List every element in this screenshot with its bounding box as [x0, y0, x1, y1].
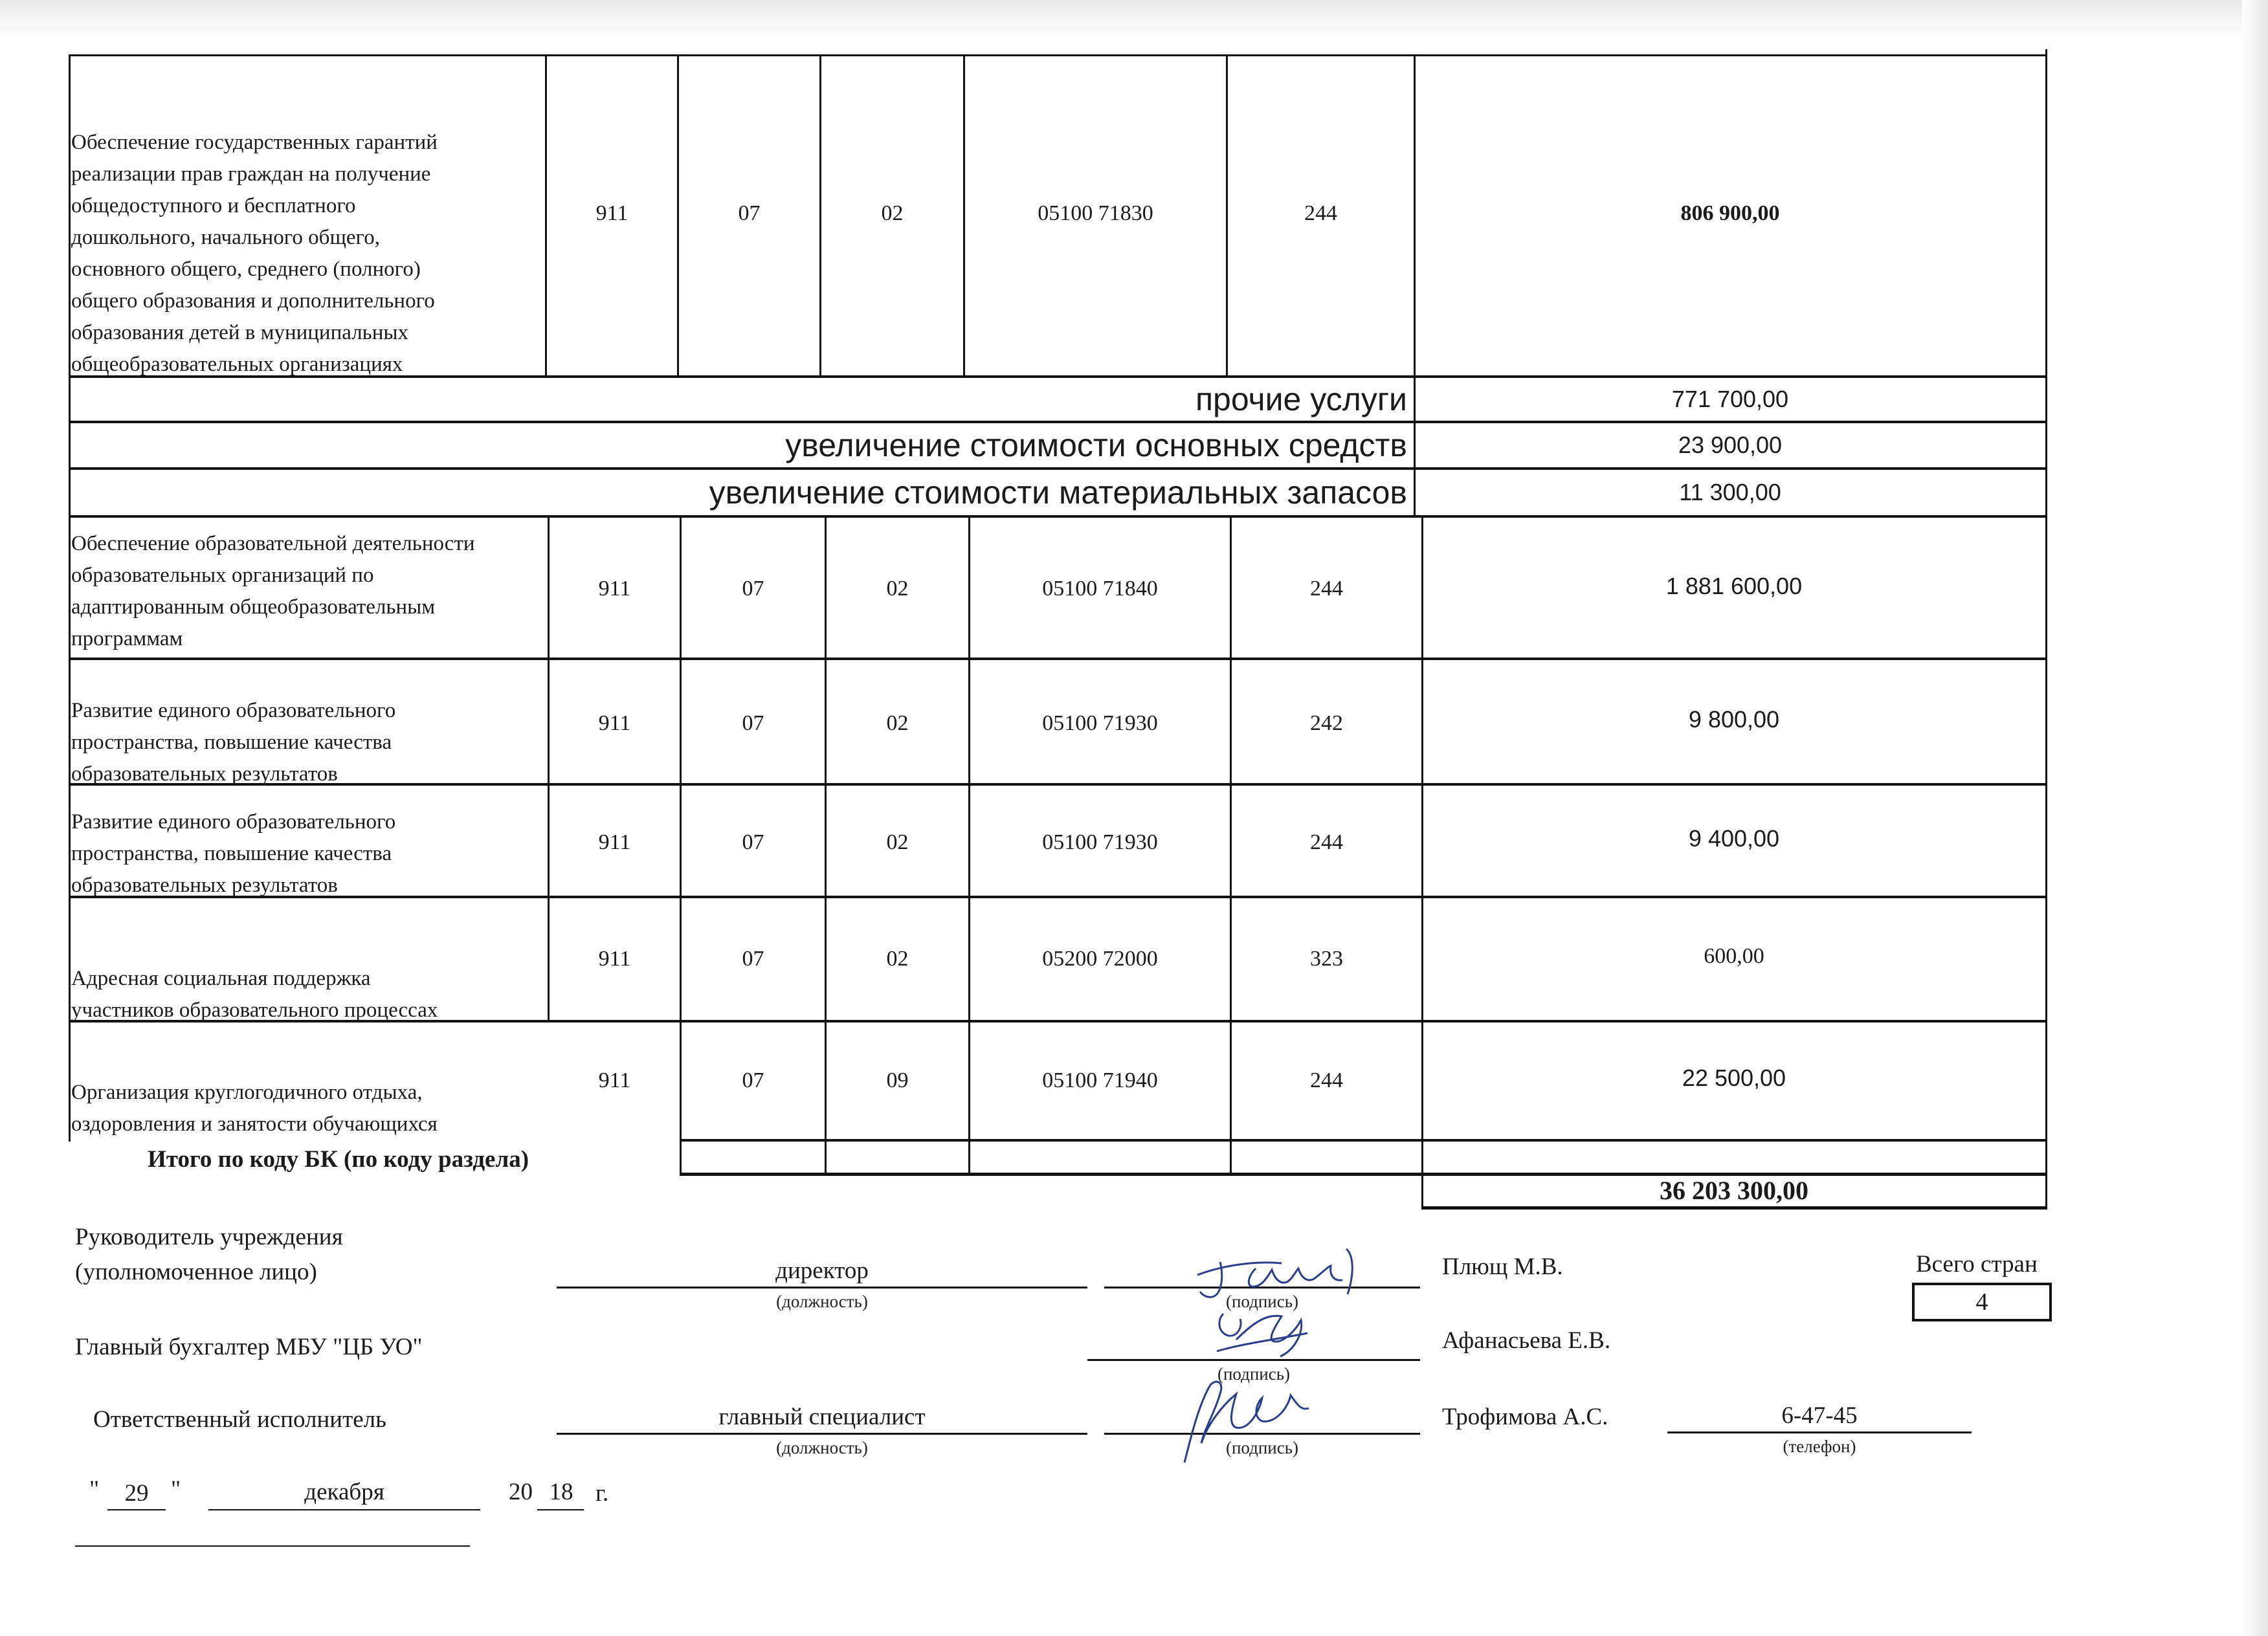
- breakdown-label: прочие услуги: [1195, 381, 1407, 417]
- position-caption: (должность): [776, 1438, 868, 1457]
- breakdown-label: увеличение стоимости материальных запасов: [709, 474, 1407, 511]
- row-description: [71, 1077, 547, 1140]
- subsection-code: 02: [886, 577, 909, 601]
- phone-caption: (телефон): [1783, 1437, 1856, 1456]
- head-name: Плющ М.В.: [1442, 1254, 1563, 1280]
- description-line: реализации прав граждан на получение: [71, 162, 431, 186]
- total-pages-box: 4: [1912, 1283, 2052, 1321]
- date-day: 29: [124, 1480, 149, 1507]
- description-line: Развитие единого образовательного: [71, 810, 396, 834]
- subsection-code: 09: [886, 1068, 909, 1092]
- signature-caption: (подпись): [1225, 1438, 1299, 1457]
- date-close-quote: ": [171, 1476, 181, 1503]
- section-code: 07: [742, 1068, 764, 1092]
- description-line: Обеспечение образовательной деятельности: [71, 532, 475, 555]
- executor-signature-drawing: [1159, 1365, 1327, 1469]
- row-description: [71, 806, 547, 901]
- breakdown-amount: 23 900,00: [1678, 432, 1783, 458]
- scan-edge-shadow: [2242, 0, 2268, 1636]
- expense-type-code: 242: [1310, 711, 1343, 735]
- description-line: Развитие единого образовательного: [71, 699, 396, 722]
- signature-caption: (подпись): [1217, 1364, 1291, 1384]
- section-code: 07: [742, 830, 764, 854]
- description-line: образовательных результатов: [71, 874, 338, 897]
- description-line: Организация круглогодичного отдыха,: [71, 1081, 423, 1104]
- signature-caption: (подпись): [1225, 1292, 1299, 1311]
- description-line: образования детей в муниципальных: [71, 321, 409, 344]
- accountant-signature-drawing: [1197, 1294, 1327, 1365]
- row-description: [71, 127, 544, 381]
- breakdown-amount: 11 300,00: [1679, 479, 1781, 505]
- date-month: декабря: [304, 1479, 384, 1505]
- date-year-prefix: 20: [509, 1479, 533, 1505]
- grbs-code: 911: [598, 577, 631, 601]
- description-line: общего образования и дополнительного: [71, 289, 435, 313]
- expense-type-code: 323: [1310, 947, 1343, 971]
- description-line: пространства, повышение качества: [71, 731, 392, 754]
- expense-type-code: 244: [1310, 577, 1343, 601]
- position-line: [557, 1433, 1087, 1435]
- total-amount: 36 203 300,00: [1660, 1176, 1808, 1205]
- description-line: основного общего, среднего (полного): [71, 258, 421, 281]
- accountant-name: Афанасьева Е.В.: [1442, 1327, 1611, 1354]
- description-line: дошкольного, начального общего,: [71, 226, 380, 249]
- bottom-line: [75, 1545, 470, 1547]
- subsection-code: 02: [881, 201, 904, 225]
- breakdown-amount: 771 700,00: [1671, 386, 1789, 412]
- amount: 1 881 600,00: [1665, 573, 1803, 599]
- target-article-code: 05100 71930: [1042, 830, 1158, 854]
- description-line: общеобразовательных организациях: [71, 353, 403, 376]
- executor-name: Трофимова А.С.: [1442, 1404, 1608, 1430]
- subsection-code: 02: [886, 711, 909, 735]
- year-underline: [537, 1509, 584, 1510]
- executor-label: Ответственный исполнитель: [93, 1406, 386, 1433]
- grbs-code: 911: [598, 711, 631, 735]
- grbs-code: 911: [598, 830, 631, 854]
- amount: 22 500,00: [1682, 1065, 1786, 1091]
- row-description: [71, 528, 547, 655]
- date-year-abbr: г.: [595, 1480, 609, 1507]
- head-label: Руководитель учреждения: [75, 1224, 343, 1250]
- date-open-quote: ": [89, 1476, 100, 1503]
- target-article-code: 05100 71840: [1042, 577, 1158, 601]
- amount: 9 400,00: [1688, 825, 1780, 852]
- description-line: пространства, повышение качества: [71, 842, 392, 865]
- subsection-code: 02: [886, 947, 909, 971]
- grbs-code: 911: [598, 947, 631, 971]
- section-code: 07: [742, 577, 764, 601]
- subsection-code: 02: [886, 830, 909, 854]
- section-code: 07: [742, 947, 764, 971]
- accountant-label: Главный бухгалтер МБУ "ЦБ УО": [75, 1334, 423, 1360]
- total-label: Итого по коду БК (по коду раздела): [148, 1146, 529, 1173]
- expense-type-code: 244: [1310, 1068, 1343, 1092]
- description-line: Адресная социальная поддержка: [71, 967, 371, 990]
- breakdown-label: увеличение стоимости основных средств: [785, 427, 1407, 463]
- description-line: программам: [71, 627, 183, 650]
- description-line: Обеспечение государственных гарантий: [71, 131, 438, 154]
- target-article-code: 05100 71930: [1042, 711, 1158, 735]
- description-line: оздоровления и занятости обучающихся: [71, 1112, 438, 1136]
- target-article-code: 05200 72000: [1042, 947, 1158, 971]
- description-line: общедоступного и бесплатного: [71, 194, 356, 217]
- month-underline: [208, 1509, 480, 1510]
- head-label-sub: (уполномоченное лицо): [75, 1259, 317, 1285]
- position-caption: (должность): [776, 1292, 868, 1311]
- expense-type-code: 244: [1304, 201, 1337, 225]
- phone-line: [1667, 1432, 1972, 1433]
- expense-type-code: 244: [1310, 830, 1343, 854]
- section-code: 07: [742, 711, 764, 735]
- position-line: [557, 1287, 1087, 1288]
- section-code: 07: [738, 201, 761, 225]
- description-line: адаптированным общеобразовательным: [71, 595, 436, 619]
- description-line: образовательных результатов: [71, 762, 338, 786]
- day-underline: [107, 1509, 166, 1510]
- amount: 806 900,00: [1680, 201, 1780, 225]
- executor-position: главный специалист: [718, 1404, 926, 1430]
- head-position: директор: [775, 1257, 869, 1284]
- amount: 9 800,00: [1688, 706, 1780, 733]
- description-line: участников образовательного процессах: [71, 999, 438, 1022]
- grbs-code: 911: [598, 1068, 631, 1092]
- target-article-code: 05100 71830: [1038, 201, 1153, 225]
- description-line: образовательных организаций по: [71, 564, 374, 587]
- amount: 600,00: [1704, 944, 1764, 968]
- date-year-suffix: 18: [549, 1479, 573, 1505]
- row-description: [71, 963, 547, 1026]
- total-pages-label: Всего стран: [1916, 1251, 2038, 1277]
- target-article-code: 05100 71940: [1042, 1068, 1158, 1092]
- phone-number: 6-47-45: [1781, 1402, 1858, 1429]
- grbs-code: 911: [595, 201, 628, 225]
- row-description: [71, 695, 547, 790]
